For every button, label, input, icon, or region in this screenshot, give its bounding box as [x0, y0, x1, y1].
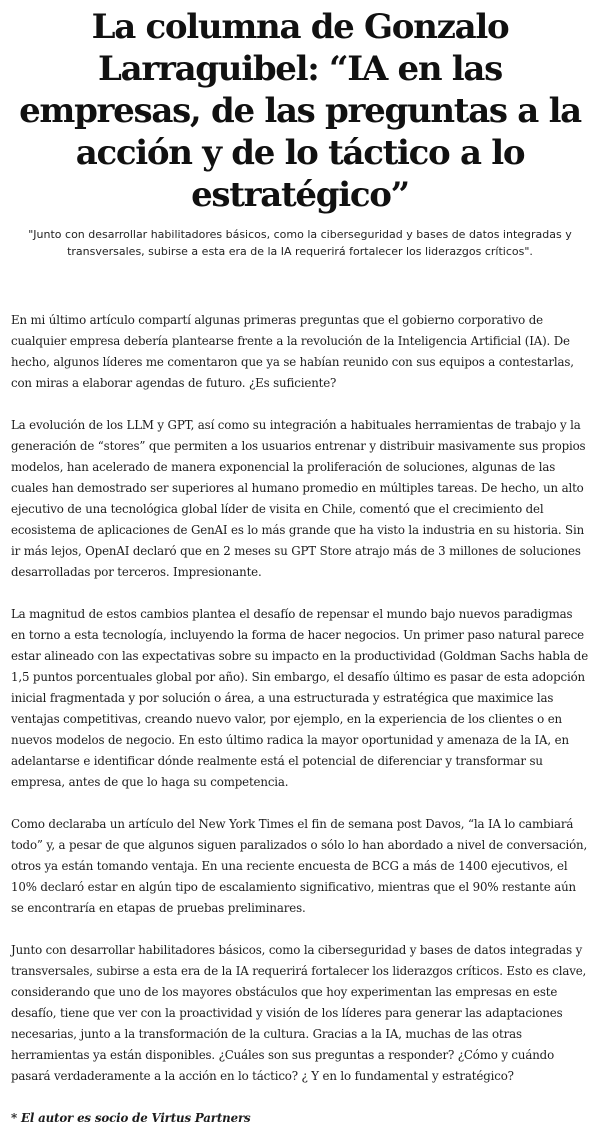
article-paragraph: Junto con desarrollar habilitadores básicos, como la ciberseguridad y bases de datos integradas y transversales, subirse a esta era de la IA requerirá fortalecer los liderazgos críticos. Esto es clave, considerando que uno de los mayores obstáculos que hoy experimentan las empresas en este desafío, tiene que ver con la proactividad y visión de los líderes para generar las adaptaciones necesarias, junto a la transformación de la cultura. Gracias a la IA, muchas de las otras herramientas ya están disponibles. ¿Cuáles son sus preguntas a responder? ¿Cómo y cuándo pasará verdaderamente a la acción en lo táctico? ¿ Y en lo fundamental y estratégico? [11, 943, 587, 1083]
article-body [0, 310, 600, 1129]
article-paragraph: La magnitud de estos cambios plantea el desafío de repensar el mundo bajo nuevos paradigmas en torno a esta tecnología, incluyendo la forma de hacer negocios. Un primer paso natural parece estar alineado con las expectativas sobre su impacto en la productividad (Goldman Sachs habla de 1,5 puntos porcentuales global por año). Sin embargo, el desafío último es pasar de esta adopción inicial fragmentada y por solución o área, a una estructurada y estratégica que maximice las ventajas competitivas, creando nuevo valor, por ejemplo, en la experiencia de los clientes o en nuevos modelos de negocio. En esto último radica la mayor oportunidad y amenaza de la IA, en adelantarse e identificar dónde realmente está el potencial de diferenciar y transformar su empresa, antes de que lo haga su competencia. [11, 607, 589, 789]
article-subheadline: "Junto con desarrollar habilitadores básicos, como la ciberseguridad y bases de datos integradas y transversales, subirse a esta era de la IA requerirá fortalecer los liderazgos críticos". [28, 228, 572, 258]
article-byline: * El autor es socio de Virtus Partners [11, 1111, 251, 1125]
article-paragraph: Como declaraba un artículo del New York Times el fin de semana post Davos, “la IA lo cambiará todo” y, a pesar de que algunos siguen paralizados o sólo lo han abordado a nivel de conversación, otros ya están tomando ventaja. En una reciente encuesta de BCG a más de 1400 ejecutivos, el 10% declaró estar en algún tipo de escalamiento significativo, mientras que el 90% restante aún se encontraría en etapas de pruebas preliminares. [11, 817, 588, 915]
article-headline: La columna de Gonzalo Larraguibel: “IA en las empresas, de las preguntas a la acción y de lo táctico a lo estratégico” [19, 7, 581, 215]
article-paragraph: En mi último artículo compartí algunas primeras preguntas que el gobierno corporativo de cualquier empresa debería plantearse frente a la revolución de la Inteligencia Artificial (IA). De hecho, algunos líderes me comentaron que ya se habían reunido con sus equipos a contestarlas, con miras a elaborar agendas de futuro. ¿Es suficiente? [11, 313, 574, 390]
article-paragraph: La evolución de los LLM y GPT, así como su integración a habituales herramientas de trabajo y la generación de “stores” que permiten a los usuarios entrenar y distribuir masivamente sus propios modelos, han acelerado de manera exponencial la proliferación de soluciones, algunas de las cuales han demostrado ser superiores al humano promedio en múltiples tareas. De hecho, un alto ejecutivo de una tecnológica global líder de visita en Chile, comentó que el crecimiento del ecosistema de aplicaciones de GenAI es lo más grande que ha visto la industria en su historia. Sin ir más lejos, OpenAI declaró que en 2 meses su GPT Store atrajo más de 3 millones de soluciones desarrolladas por terceros. Impresionante. [11, 418, 586, 579]
